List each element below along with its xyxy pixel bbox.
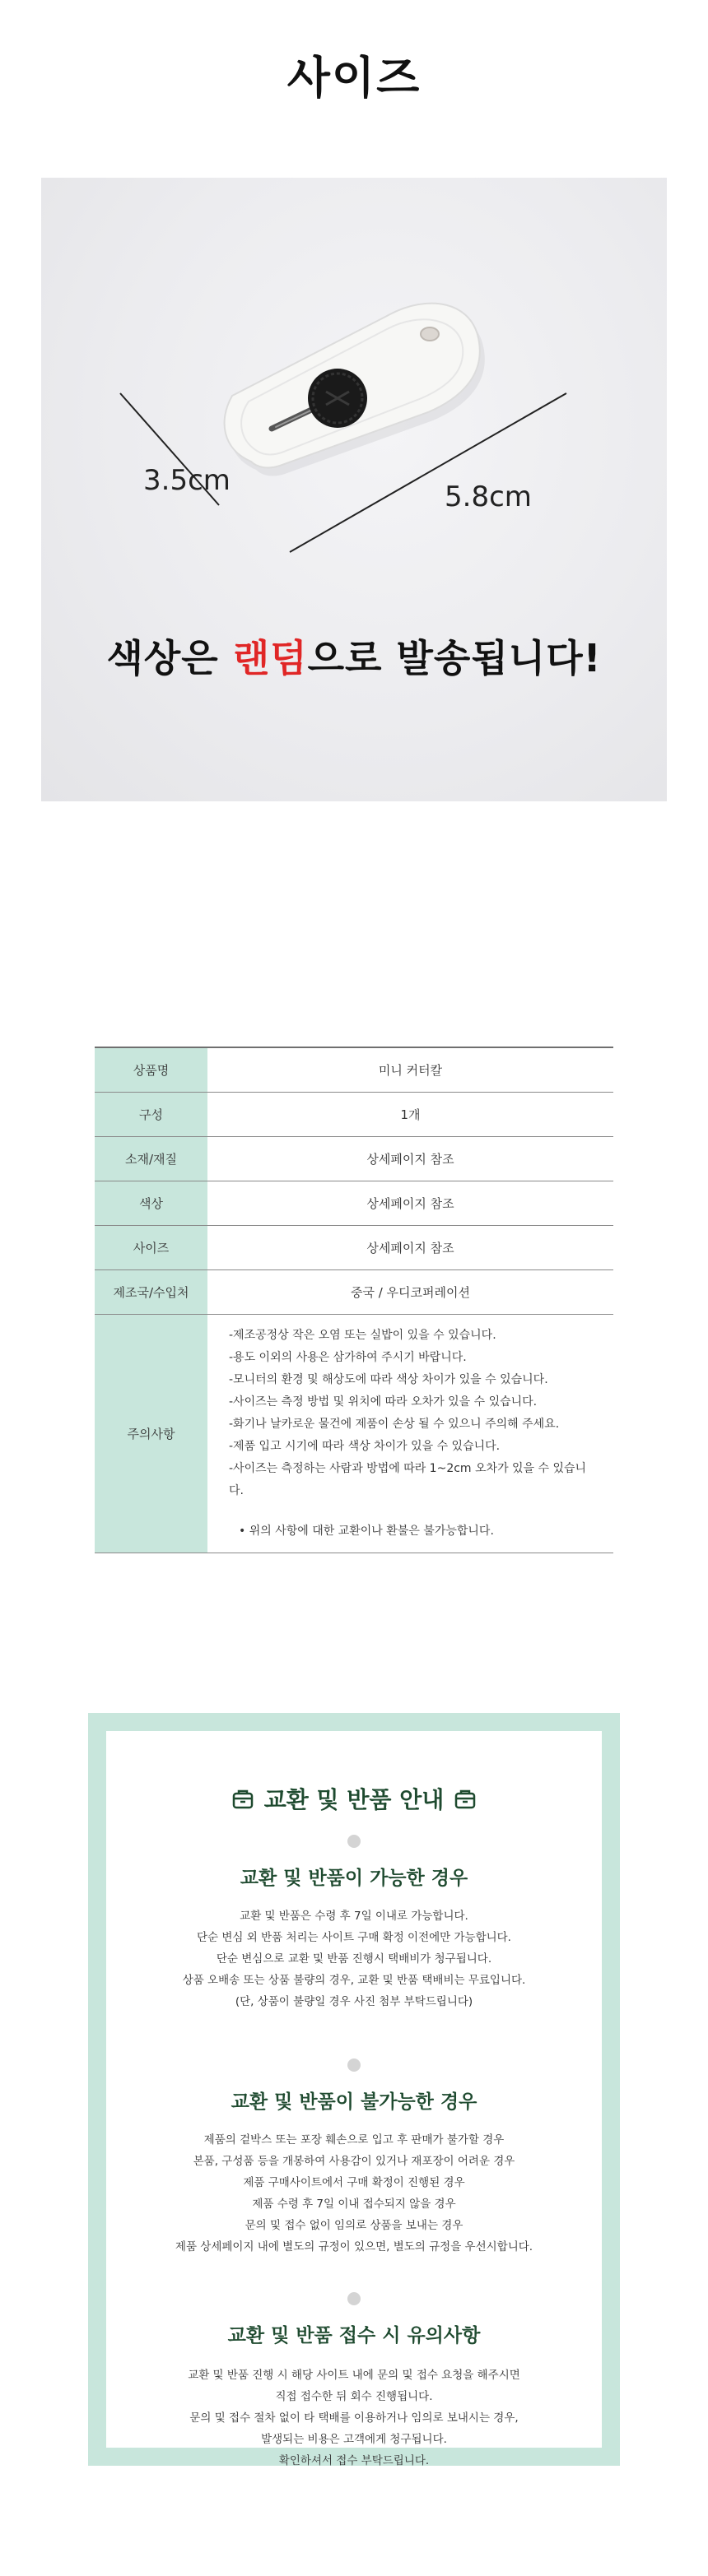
spec-value: 상세페이지 참조: [207, 1136, 613, 1181]
guide-line: 제품 상세페이지 내에 별도의 규정이 있으면, 별도의 규정을 우선시합니다.: [175, 2240, 533, 2253]
guide-line: 교환 및 반품은 수령 후 7일 이내로 가능합니다.: [240, 1910, 468, 1923]
spec-label: 사이즈: [95, 1225, 207, 1269]
guide-line: 직접 접수한 뒤 회수 진행됩니다.: [275, 2390, 433, 2403]
caution-note: -용도 이외의 사용은 삼가하여 주시기 바랍니다.: [229, 1350, 467, 1364]
spec-label: 제조국/수입처: [95, 1269, 207, 1314]
caution-note: -사이즈는 측정 방법 및 위치에 따라 오차가 있을 수 있습니다.: [229, 1395, 538, 1409]
guide-section-body: [106, 2365, 602, 2472]
section-divider-dot: [347, 2058, 361, 2072]
spec-value: 미니 커터칼: [207, 1047, 613, 1092]
spec-label: 구성: [95, 1092, 207, 1136]
spec-label: 색상: [95, 1181, 207, 1225]
guide-line: 문의 및 접수 없이 임의로 상품을 보내는 경우: [245, 2219, 463, 2232]
guide-line: 본품, 구성품 등을 개봉하여 사용감이 있거나 재포장이 어려운 경우: [193, 2155, 515, 2168]
guide-line: 제품 구매사이트에서 구매 확정이 진행된 경우: [243, 2176, 465, 2189]
caution-note: -제조공정상 작은 오염 또는 실밥이 있을 수 있습니다.: [229, 1328, 496, 1342]
section-divider-dot: [347, 2292, 361, 2305]
keyring-hole: [421, 327, 439, 341]
height-dimension-label: 3.5cm: [143, 464, 231, 497]
guide-section-title: 교환 및 반품이 불가능한 경우: [231, 2091, 477, 2113]
spec-value: 상세페이지 참조: [207, 1181, 613, 1225]
caution-note: -사이즈는 측정하는 사람과 방법에 따라 1~2cm 오차가 있을 수 있습니다.: [229, 1461, 587, 1497]
guide-line: 단순 변심으로 교환 및 반품 진행시 택배비가 청구됩니다.: [216, 1952, 492, 1966]
guide-line: (단, 상품이 불량일 경우 사진 첨부 부탁드립니다): [235, 1995, 473, 2008]
caution-note: -모니터의 환경 및 해상도에 따라 색상 차이가 있을 수 있습니다.: [229, 1372, 548, 1386]
spec-row: [95, 1136, 613, 1181]
guide-line: 제품의 겉박스 또는 포장 훼손으로 입고 후 판매가 불가할 경우: [203, 2133, 505, 2147]
spec-row-notes: [95, 1314, 613, 1553]
guide-heading: 교환 및 반품 안내: [106, 1782, 602, 1816]
spec-value: 1개: [207, 1092, 613, 1136]
guide-line: 발생되는 비용은 고객에게 청구됩니다.: [261, 2433, 447, 2446]
caution-note: -제품 입고 시기에 따라 색상 차이가 있을 수 있습니다.: [229, 1439, 501, 1453]
spec-row: [95, 1269, 613, 1314]
caution-notes: [207, 1314, 613, 1553]
spec-value: 상세페이지 참조: [207, 1225, 613, 1269]
guide-section-body: [106, 2129, 602, 2258]
width-dimension-label: 5.8cm: [445, 480, 532, 513]
product-photo-panel: [41, 178, 667, 801]
section-divider-dot: [347, 1835, 361, 1848]
spec-label: 주의사항: [95, 1314, 207, 1553]
guide-section-body: [106, 1905, 602, 2012]
shopping-bag-icon: [454, 1787, 477, 1816]
no-refund-note: • 위의 사항에 대한 교환이나 환불은 불가능합니다.: [239, 1524, 494, 1538]
spec-label: 상품명: [95, 1047, 207, 1092]
spec-row: [95, 1047, 613, 1092]
guide-section-title: 교환 및 반품이 가능한 경우: [240, 1868, 468, 1889]
exchange-return-guide: [88, 1713, 620, 2466]
guide-line: 확인하셔서 접수 부탁드립니다.: [278, 2454, 430, 2467]
product-spec-table: [95, 1047, 613, 1553]
guide-line: 제품 수령 후 7일 이내 접수되지 않을 경우: [252, 2198, 456, 2211]
spec-row: [95, 1181, 613, 1225]
caution-note: -화기나 날카로운 물건에 제품이 손상 될 수 있으니 주의해 주세요.: [229, 1417, 560, 1431]
guide-section-title: 교환 및 반품 접수 시 유의사항: [227, 2325, 481, 2346]
random-color-notice: 색상은 랜덤으로 발송됩니다!: [106, 636, 602, 680]
cutter-illustration: [41, 178, 667, 801]
guide-line: 단순 변심 외 반품 처리는 사이트 구매 확정 이전에만 가능합니다.: [197, 1931, 511, 1944]
spec-value: 중국 / 우디코퍼레이션: [207, 1269, 613, 1314]
guide-line: 문의 및 접수 절차 없이 타 택배를 이용하거나 임의로 보내시는 경우,: [189, 2411, 519, 2425]
spec-row: [95, 1225, 613, 1269]
guide-line: 상품 오배송 또는 상품 불량의 경우, 교환 및 반품 택배비는 무료입니다.: [182, 1974, 526, 1987]
shopping-bag-icon: [231, 1787, 254, 1816]
spec-label: 소재/재질: [95, 1136, 207, 1181]
random-highlight: 랜덤: [232, 636, 308, 680]
size-heading: 사이즈: [286, 52, 422, 104]
spec-row: [95, 1092, 613, 1136]
guide-line: 교환 및 반품 진행 시 해당 사이트 내에 문의 및 접수 요청을 해주시면: [188, 2369, 520, 2382]
